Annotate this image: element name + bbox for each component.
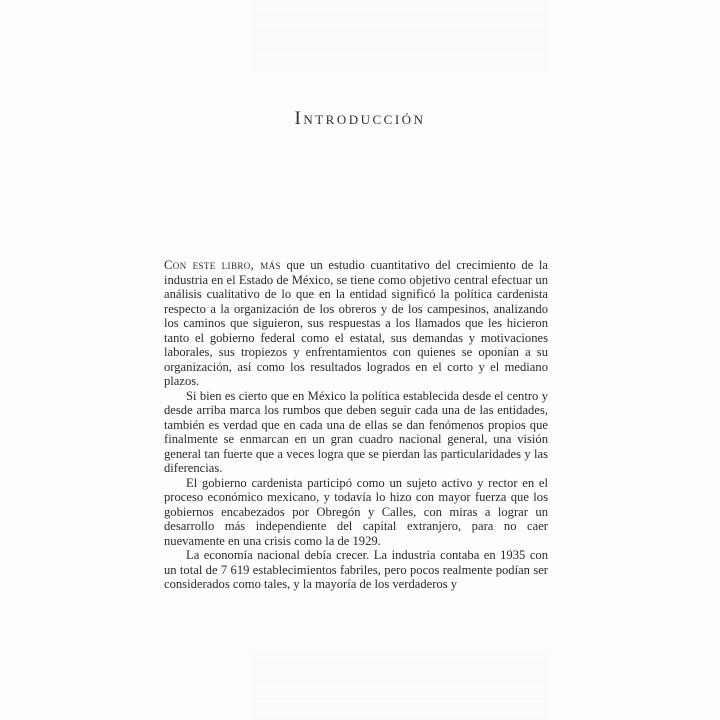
chapter-title: Introducción [294,108,426,129]
paragraph-1-text: que un estudio cuantitativo del crecimiento de la industria en el Estado de México, se tiene como objetivo central efectuar un análisis cualitativo de lo que en la entidad significó la política cardenista respecto a la organización de los obreros y de los campesinos, analizando los caminos que siguieron, sus respuestas a los llamados que les hicieron tanto el gobierno federal como el estatal, sus demandas y motivaciones laborales, sus tropiezos y enfrentamientos con quienes se oponían a su organización, así como los resultados logrados en el corto y el mediano plazos. [164,258,548,388]
scan-artifact-bottom [250,650,550,720]
paragraph-lead-smallcaps: Con este libro, más [164,258,281,272]
paragraph-1 [164,258,548,389]
body-text-block [164,258,548,592]
paragraph-3: El gobierno cardenista participó como un sujeto activo y rector en el proceso económico mexicano, y todavía lo hizo con mayor fuerza que los gobiernos encabezados por Obregón y Calles, con miras a lograr un desarrollo más independiente del capital extranjero, para no caer nuevamente en una crisis como la de 1929. [164,475,548,548]
paragraph-4: La economía nacional debía crecer. La industria contaba en 1935 con un total de 7 619 establecimientos fabriles, pero pocos realmente podían ser considerados como tales, y la mayoría de los verdaderos y [164,548,548,591]
paragraph-2: Si bien es cierto que en México la política establecida desde el centro y desde arriba marca los rumbos que deben seguir cada una de las entidades, también es verdad que en cada una de ellas se dan fenómenos propios que finalmente se enmarcan en un gran cuadro nacional general, una visión general tan fuerte que a veces logra que se pierdan las particularidades y las diferencias. [164,388,548,475]
scan-artifact-top [250,0,550,70]
